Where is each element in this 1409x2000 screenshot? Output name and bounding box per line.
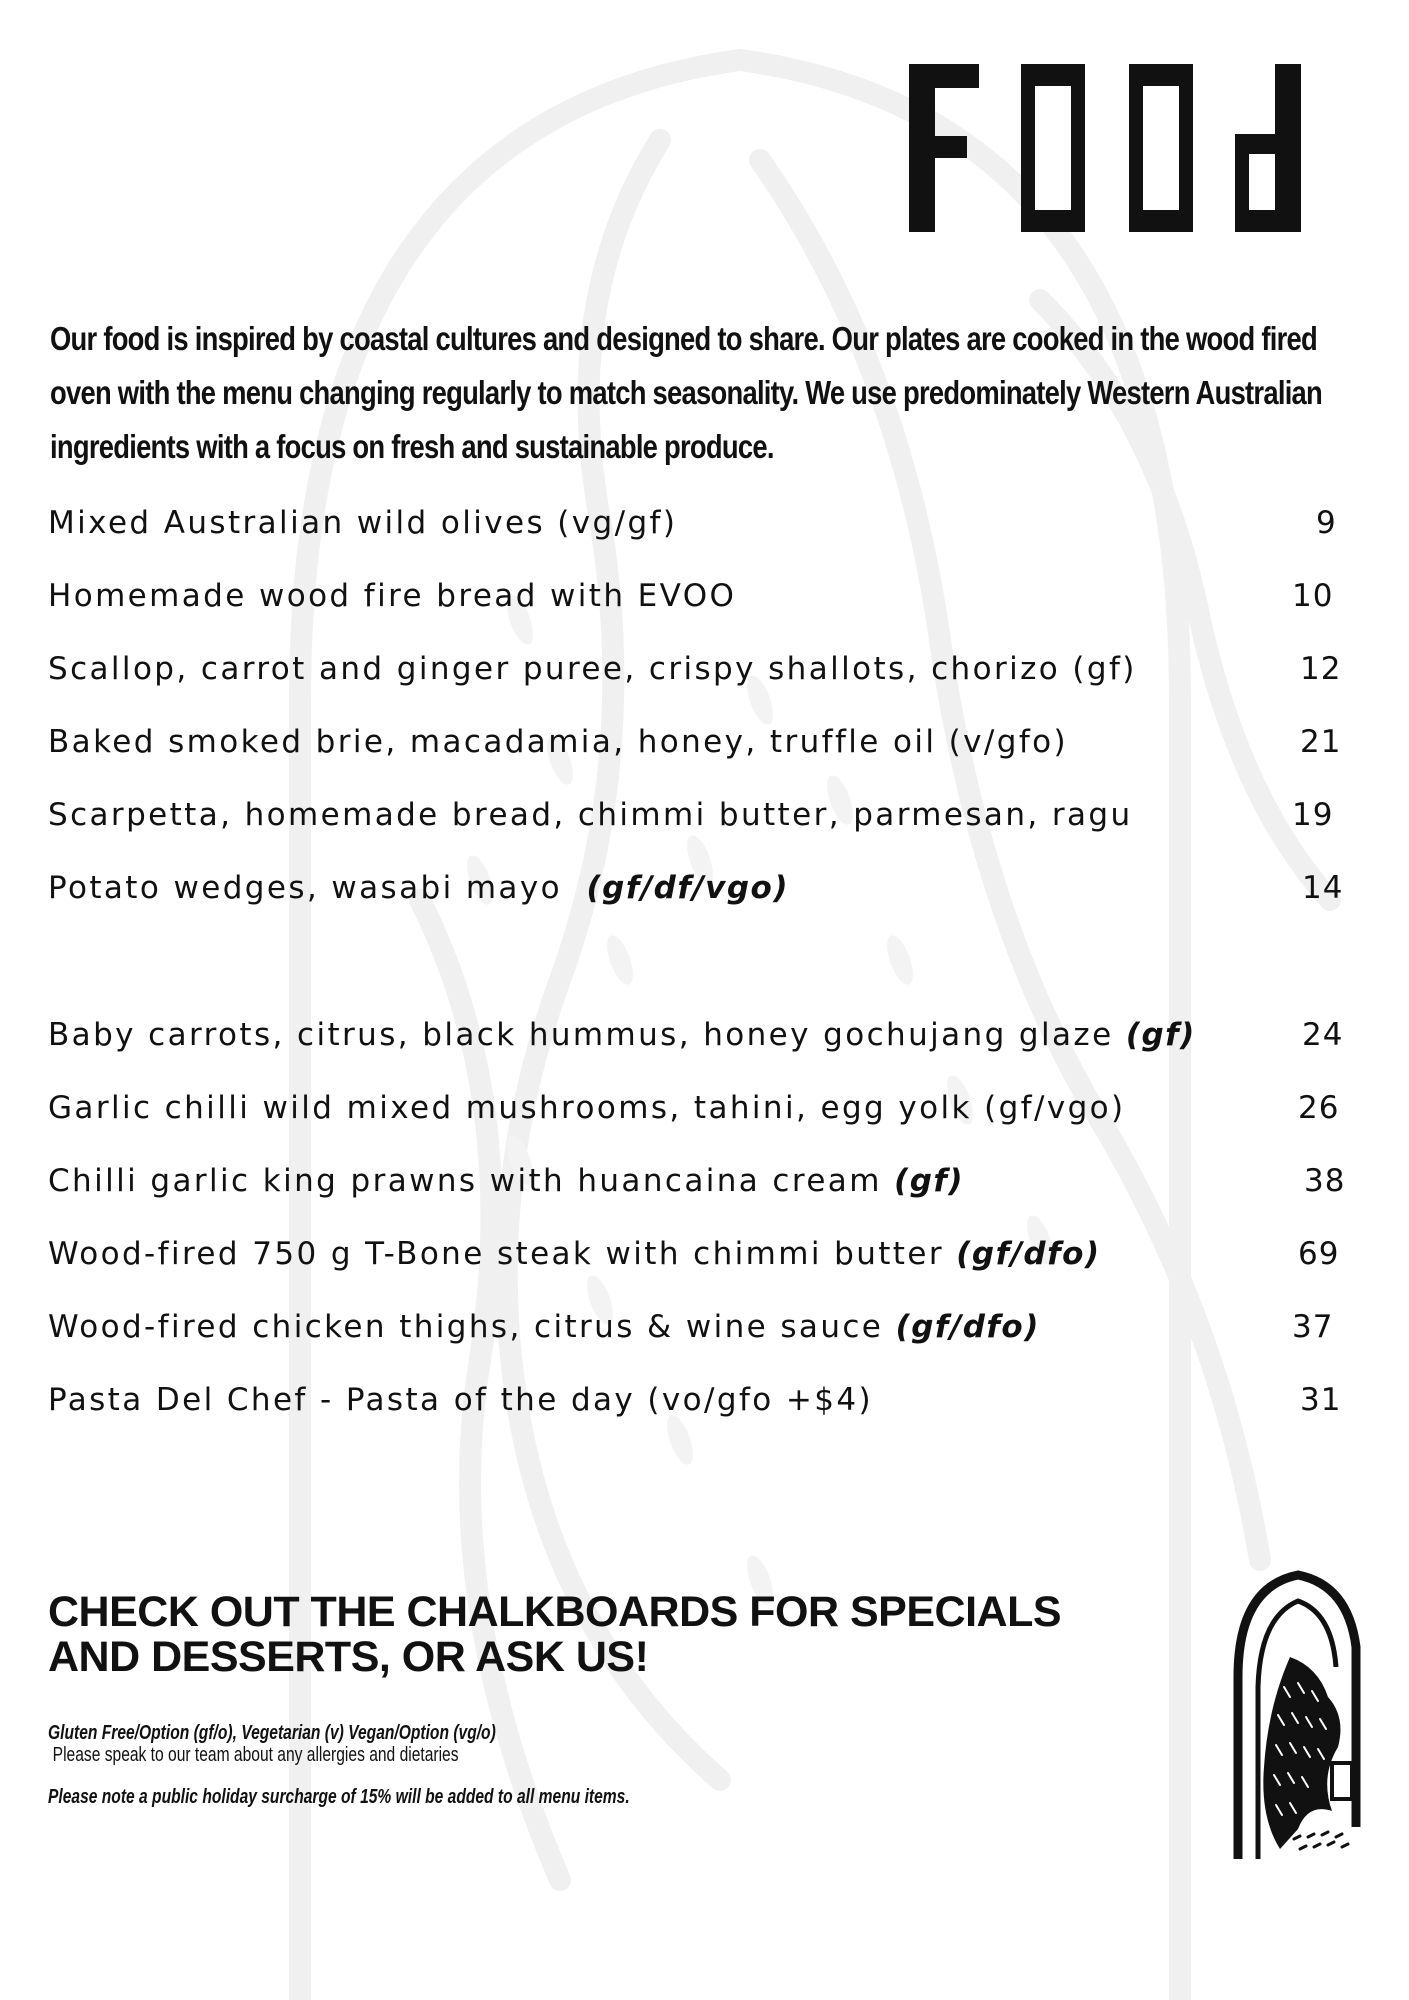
menu-item: [48, 1010, 1368, 1083]
callout-line-2: AND DESSERTS, OR ASK US!: [48, 1633, 649, 1681]
menu-item-name: Pasta Del Chef - Pasta of the day (vo/gfo +$4): [48, 1382, 874, 1418]
allergy-note: Please speak to our team about any allergies and dietaries: [52, 1744, 459, 1766]
menu-section-small-plates: [48, 498, 1368, 936]
dietary-key: Gluten Free/Option (gf/o), Vegetarian (v) Vegan/Option (vg/o): [48, 1722, 496, 1744]
menu-item-price: 9: [1316, 505, 1337, 541]
menu-item: [48, 1302, 1368, 1375]
menu-item-price: 69: [1298, 1236, 1340, 1272]
menu-item-name: Baked smoked brie, macadamia, honey, truffle oil (v/gfo): [48, 724, 1069, 760]
menu-item-price: 24: [1302, 1017, 1344, 1053]
dietary-tag: (gf/dfo): [895, 1309, 1040, 1345]
dietary-tag: (gf): [1125, 1017, 1196, 1053]
menu-section-large-plates: [48, 1010, 1368, 1448]
menu-item-name: Wood-fired 750 g T-Bone steak with chimmi butter (gf/dfo): [48, 1236, 1101, 1272]
callout-line-1: CHECK OUT THE CHALKBOARDS FOR SPECIALS: [48, 1588, 1062, 1636]
menu-item-name: Garlic chilli wild mixed mushrooms, tahini, egg yolk (gf/vgo): [48, 1090, 1126, 1126]
page-title-logo: [909, 64, 1329, 232]
menu-item-price: 38: [1304, 1163, 1346, 1199]
menu-item: [48, 644, 1368, 717]
menu-item-name: Baby carrots, citrus, black hummus, honey gochujang glaze (gf): [48, 1017, 1196, 1053]
menu-item-price: 19: [1292, 797, 1334, 833]
bird-in-arch-logo-icon: [1228, 1567, 1368, 1867]
menu-item: [48, 717, 1368, 790]
menu-item: [48, 1083, 1368, 1156]
surcharge-note: Please note a public holiday surcharge of 15% will be added to all menu items.: [48, 1786, 630, 1808]
menu-item-name: Scallop, carrot and ginger puree, crispy shallots, chorizo (gf): [48, 651, 1137, 687]
menu-item: [48, 1156, 1368, 1229]
menu-item-price: 31: [1300, 1382, 1342, 1418]
menu-item-name: Mixed Australian wild olives (vg/gf): [48, 505, 678, 541]
menu-item-name: Scarpetta, homemade bread, chimmi butter, parmesan, ragu: [48, 797, 1133, 833]
dietary-tag: (gf/dfo): [956, 1236, 1101, 1272]
menu-item: [48, 1375, 1368, 1448]
menu-item: [48, 1229, 1368, 1302]
menu-item-price: 26: [1298, 1090, 1340, 1126]
menu-item-price: 14: [1302, 870, 1344, 906]
menu-item-name: Wood-fired chicken thighs, citrus & wine sauce (gf/dfo): [48, 1309, 1040, 1345]
menu-item: [48, 790, 1368, 863]
dietary-legend: [48, 1722, 750, 1808]
menu-item: [48, 571, 1368, 644]
menu-item: [48, 498, 1368, 571]
specials-callout: [48, 1590, 1248, 1680]
menu-item: [48, 863, 1368, 936]
dietary-tag: (gf): [894, 1163, 965, 1199]
menu-item-name: Homemade wood fire bread with EVOO: [48, 578, 737, 614]
menu-item-name: Potato wedges, wasabi mayo (gf/df/vgo): [48, 870, 789, 906]
menu-item-price: 12: [1300, 651, 1342, 687]
menu-item-price: 21: [1300, 724, 1342, 760]
intro-paragraph: Our food is inspired by coastal cultures and designed to share. Our plates are cooked in the wood fired oven with the menu changing regularly to match seasonality. We use predominately Western Australian ingredients with a focus on fresh and sustainable produce.: [50, 320, 1323, 465]
menu-item-name: Chilli garlic king prawns with huancaina cream (gf): [48, 1163, 965, 1199]
dietary-tag: (gf/df/vgo): [586, 870, 789, 906]
menu-item-price: 37: [1292, 1309, 1334, 1345]
menu-item-price: 10: [1292, 578, 1334, 614]
